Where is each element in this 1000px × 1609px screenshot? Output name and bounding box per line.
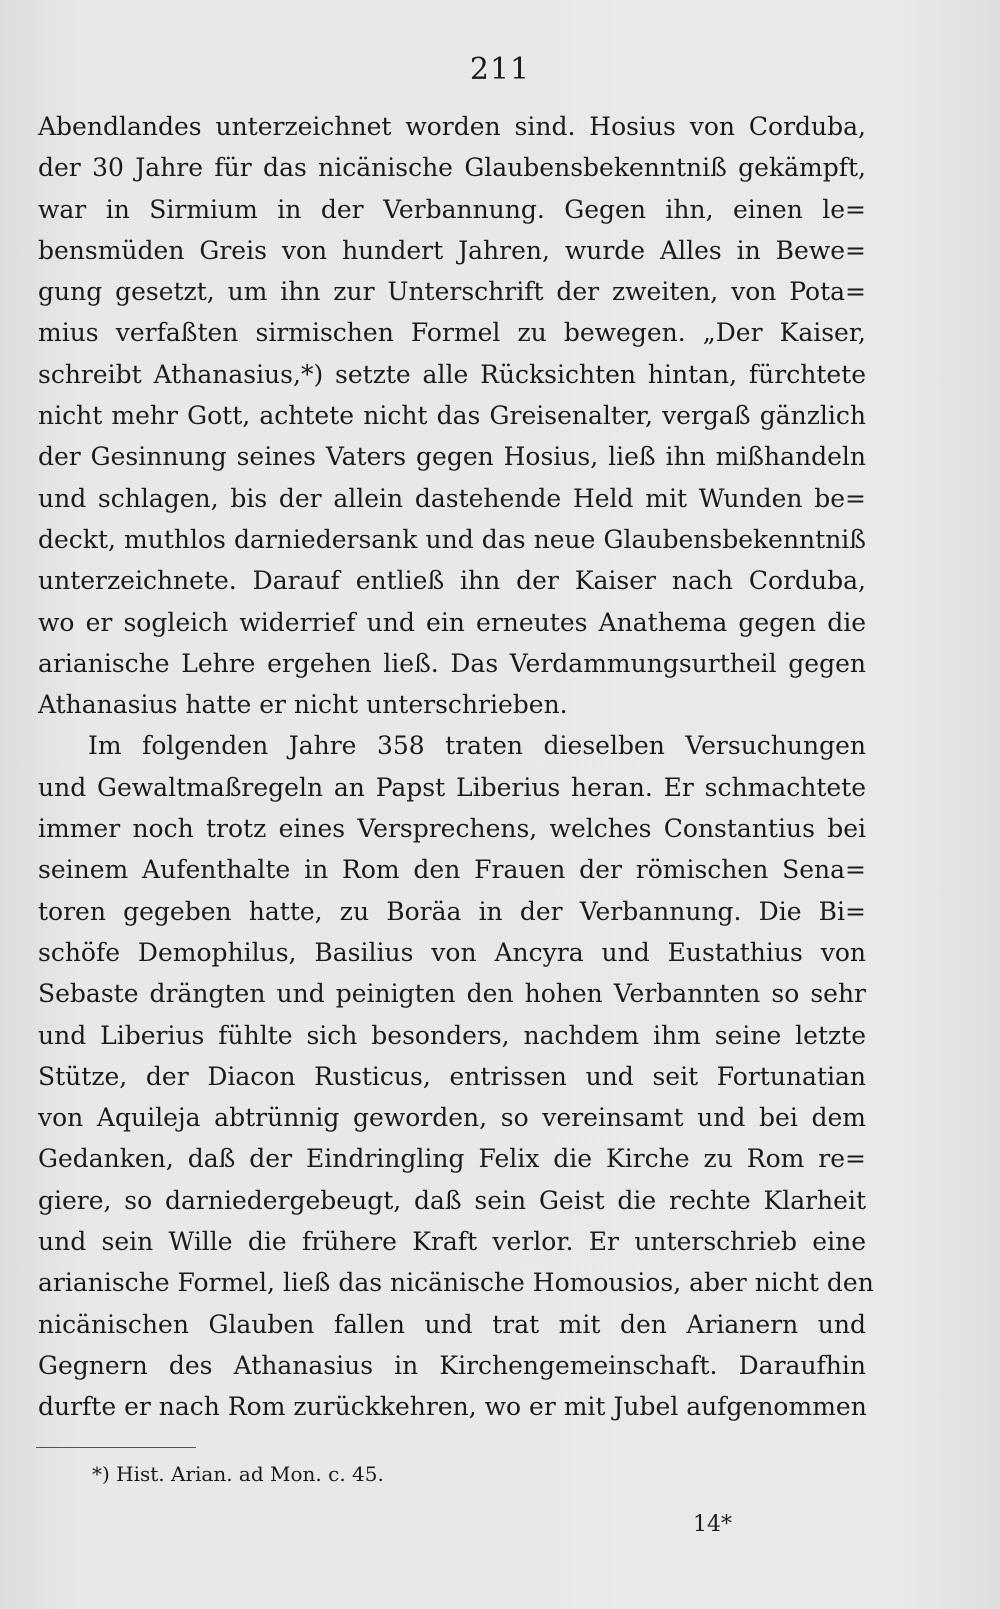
text-line: war in Sirmium in der Verbannung. Gegen ihn, einen le= <box>38 194 866 224</box>
text-line: deckt, muthlos darniedersank und das neue Glaubensbekenntniß <box>38 524 866 554</box>
text-line: mius verfaßten sirmischen Formel zu bewegen. „Der Kaiser, <box>38 318 866 348</box>
text-line: und Liberius fühlte sich besonders, nachdem ihm seine letzte <box>38 1020 866 1050</box>
text-line: gung gesetzt, um ihn zur Unterschrift der zweiten, von Pota= <box>38 277 866 307</box>
text-line: Gegnern des Athanasius in Kirchengemeinschaft. Daraufhin <box>38 1350 866 1380</box>
text-line: Im folgenden Jahre 358 traten dieselben Versuchungen <box>88 731 866 761</box>
text-line: unterzeichnete. Darauf entließ ihn der Kaiser nach Corduba, <box>38 566 866 596</box>
text-line: durfte er nach Rom zurückkehren, wo er mit Jubel aufgenommen <box>38 1392 867 1422</box>
text-line: immer noch trotz eines Versprechens, welches Constantius bei <box>38 814 866 844</box>
text-line: nicänischen Glauben fallen und trat mit den Arianern und <box>38 1309 866 1339</box>
text-line: der 30 Jahre für das nicänische Glaubensbekenntniß gekämpft, <box>38 153 866 183</box>
page-number: 211 <box>469 52 531 87</box>
text-line: Sebaste drängten und peinigten den hohen Verbannten so sehr <box>38 979 866 1009</box>
text-line: schöfe Demophilus, Basilius von Ancyra und Eustathius von <box>38 937 866 967</box>
text-line: und sein Wille die frühere Kraft verlor. Er unterschrieb eine <box>38 1227 866 1257</box>
text-line: bensmüden Greis von hundert Jahren, wurde Alles in Bewe= <box>38 235 866 265</box>
body-text <box>38 106 874 1428</box>
text-line: giere, so darniedergebeugt, daß sein Geist die rechte Klarheit <box>38 1185 866 1215</box>
text-line: nicht mehr Gott, achtete nicht das Greisenalter, vergaß gänzlich <box>38 401 866 431</box>
text-line: schreibt Athanasius,*) setzte alle Rücksichten hintan, fürchtete <box>38 359 866 389</box>
text-line: toren gegeben hatte, zu Boräa in der Verbannung. Die Bi= <box>38 896 866 926</box>
text-line: wo er sogleich widerrief und ein erneutes Anathema gegen die <box>38 607 866 637</box>
text-line: Stütze, der Diacon Rusticus, entrissen und seit Fortunatian <box>38 1061 866 1091</box>
text-line: arianische Lehre ergehen ließ. Das Verdammungsurtheil gegen <box>38 648 866 678</box>
text-line: seinem Aufenthalte in Rom den Frauen der römischen Sena= <box>38 855 866 885</box>
text-line: Athanasius hatte er nicht unterschrieben. <box>38 690 568 720</box>
text-line: und Gewaltmaßregeln an Papst Liberius heran. Er schmachtete <box>38 772 866 802</box>
text-line: arianische Formel, ließ das nicänische Homousios, aber nicht den <box>38 1268 874 1298</box>
text-line: von Aquileja abtrünnig geworden, so vereinsamt und bei dem <box>38 1103 866 1133</box>
text-line: Abendlandes unterzeichnet worden sind. Hosius von Corduba, <box>38 112 866 141</box>
text-line: Gedanken, daß der Eindringling Felix die Kirche zu Rom re= <box>38 1144 866 1174</box>
text-line: und schlagen, bis der allein dastehende Held mit Wunden be= <box>38 483 866 513</box>
footnote: *) Hist. Arian. ad Mon. c. 45. <box>92 1462 384 1486</box>
footnote-rule <box>36 1447 196 1448</box>
signature-mark: 14* <box>693 1512 732 1537</box>
text-line: der Gesinnung seines Vaters gegen Hosius, ließ ihn mißhandeln <box>38 442 866 472</box>
